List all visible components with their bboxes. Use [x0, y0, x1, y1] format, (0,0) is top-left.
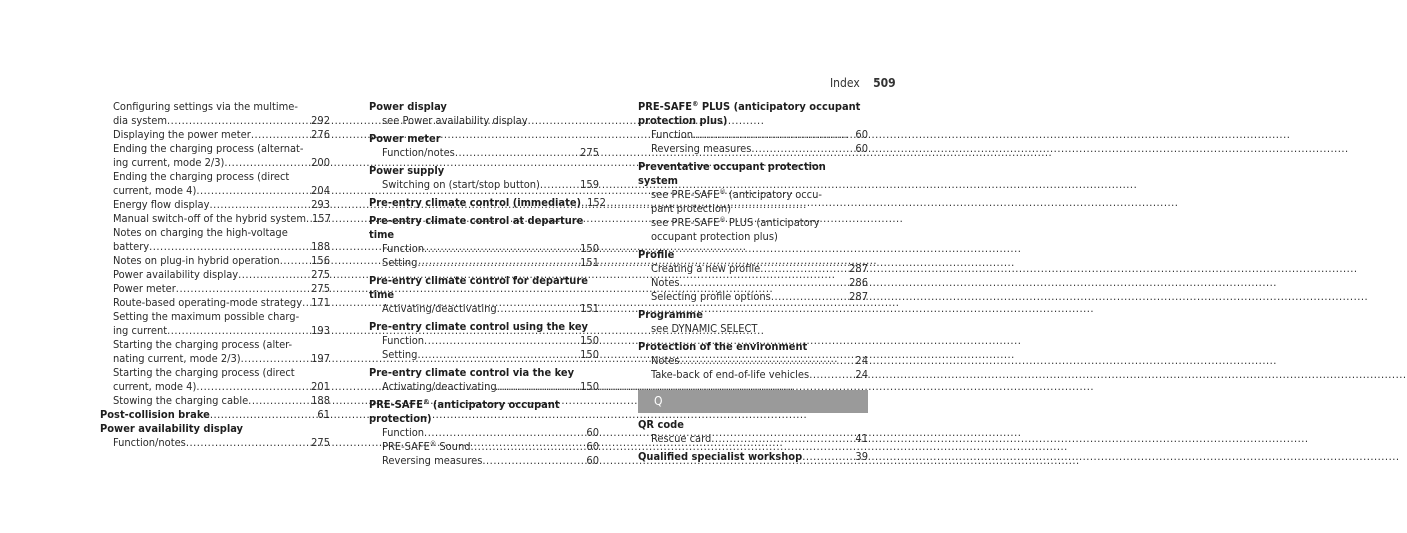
- index-see-reference: pant protection): [651, 202, 732, 215]
- page-ref[interactable]: 287: [849, 290, 868, 303]
- page-ref[interactable]: 200: [311, 156, 330, 169]
- page-ref[interactable]: 156: [311, 254, 330, 267]
- index-letter-heading: Q: [638, 390, 868, 413]
- index-subentry: Function ..... 150: [369, 242, 599, 256]
- index-subentry: current, mode 4) ..... 204: [100, 184, 330, 198]
- page-ref[interactable]: 152: [587, 196, 606, 209]
- page-ref[interactable]: 150: [580, 334, 599, 347]
- index-subentry: Activating/deactivating ..... 150: [369, 380, 599, 394]
- index-term-continuation: protection plus): [638, 114, 728, 127]
- index-term-pre-entry-via-key: Pre-entry climate control via the key: [369, 366, 575, 379]
- index-term-programme: Programme: [638, 308, 703, 321]
- index-subentry: Creating a new profile ..... 287: [638, 262, 868, 276]
- page-header: [830, 76, 896, 90]
- index-see-reference[interactable]: see PRE-SAFE® (anticipatory occu-: [651, 188, 822, 201]
- index-subentry: Power meter ..... 275: [100, 282, 330, 296]
- index-term-power-availability-display: Power availability display: [100, 422, 243, 435]
- index-term-pre-safe: PRE-SAFE® (anticipatory occupant protection): [369, 398, 560, 425]
- index-subentry: Stowing the charging cable ..... 188: [100, 394, 330, 408]
- index-see-reference[interactable]: see PRE-SAFE® PLUS (anticipatory: [651, 216, 820, 229]
- page-ref[interactable]: 287: [849, 262, 868, 275]
- index-see-reference[interactable]: see Power availability display: [382, 114, 528, 127]
- page-number: 509: [873, 76, 896, 90]
- index-subentry: PRE-SAFE® Sound ..... 60: [369, 440, 599, 454]
- index-subentry: Setting ..... 150: [369, 348, 599, 362]
- page-ref[interactable]: 275: [580, 146, 599, 159]
- page-ref[interactable]: 39: [855, 450, 868, 463]
- page-ref[interactable]: 204: [311, 184, 330, 197]
- index-term-power-display: Power display: [369, 100, 447, 113]
- page-ref[interactable]: 293: [311, 198, 330, 211]
- page-ref[interactable]: 151: [580, 256, 599, 269]
- page-ref[interactable]: 159: [580, 178, 599, 191]
- page-ref[interactable]: 60: [855, 128, 868, 141]
- index-subentry: Setting ..... 151: [369, 256, 599, 270]
- page-ref[interactable]: 24: [855, 354, 868, 367]
- index-term-qr-code: QR code: [638, 418, 684, 431]
- index-subentry: Activating/deactivating ..... 151: [369, 302, 599, 316]
- index-term-continuation: time: [369, 228, 395, 241]
- index-subentry: Switching on (start/stop button) ..... 159: [369, 178, 599, 192]
- index-term-post-collision-brake: Post-collision brake ..... 61: [100, 408, 330, 422]
- index-see-reference: occupant protection plus): [651, 230, 778, 243]
- index-see-reference[interactable]: see DYNAMIC SELECT: [651, 322, 758, 335]
- page-ref[interactable]: 60: [855, 142, 868, 155]
- page-ref[interactable]: 151: [580, 302, 599, 315]
- index-subentry: Function ..... 60: [369, 426, 599, 440]
- index-subentry: nating current, mode 2/3) ..... 197: [100, 352, 330, 366]
- index-term-preventative-occupant-protection: Preventative occupant protection system: [638, 160, 826, 187]
- index-subentry-line: Starting the charging process (alter-: [113, 338, 293, 351]
- page-ref[interactable]: 292: [311, 114, 330, 127]
- page-ref[interactable]: 275: [311, 282, 330, 295]
- index-term-qualified-specialist-workshop: Qualified specialist workshop ..... 39: [638, 450, 868, 464]
- page-ref[interactable]: 276: [311, 128, 330, 141]
- page-ref[interactable]: 157: [311, 212, 331, 225]
- index-term-power-supply: Power supply: [369, 164, 445, 177]
- index-subentry: Function ..... 60: [638, 128, 868, 142]
- page-ref[interactable]: 275: [311, 436, 330, 449]
- page-ref[interactable]: 150: [580, 242, 599, 255]
- page-ref[interactable]: 193: [311, 324, 330, 337]
- index-subentry-line: Configuring settings via the multime-: [113, 100, 298, 113]
- page-ref[interactable]: 60: [586, 454, 599, 467]
- index-column-1: [100, 100, 330, 450]
- page-ref[interactable]: 171: [311, 296, 330, 309]
- index-term-pre-entry-for-departure: Pre-entry climate control for departure: [369, 274, 588, 287]
- page-ref[interactable]: 60: [586, 426, 599, 439]
- page-ref[interactable]: 41: [855, 432, 868, 445]
- index-subentry: Manual switch-off of the hybrid system ..... 157: [100, 212, 330, 226]
- index-subentry: Reversing measures ..... 60: [369, 454, 599, 468]
- index-subentry: Rescue card ..... 41: [638, 432, 868, 446]
- index-subentry-line: Setting the maximum possible charg-: [113, 310, 300, 323]
- page-ref[interactable]: 197: [311, 352, 330, 365]
- index-subentry: Power availability display ..... 275: [100, 268, 330, 282]
- index-subentry: Function/notes ..... 275: [369, 146, 599, 160]
- page-ref[interactable]: 60: [586, 440, 599, 453]
- page-ref[interactable]: 188: [311, 240, 330, 253]
- index-subentry: battery ..... 188: [100, 240, 330, 254]
- index-subentry: Reversing measures ..... 60: [638, 142, 868, 156]
- index-subentry-line: Ending the charging process (alternat-: [113, 142, 304, 155]
- index-subentry: Function ..... 150: [369, 334, 599, 348]
- index-subentry: Displaying the power meter ..... 276: [100, 128, 330, 142]
- index-column-2: [369, 100, 606, 468]
- index-subentry: Route-based operating-mode strategy ..... 171: [100, 296, 330, 310]
- index-subentry: current, mode 4) ..... 201: [100, 380, 330, 394]
- index-column-3: [638, 100, 868, 464]
- index-subentry: Notes on plug-in hybrid operation ..... 156: [100, 254, 330, 268]
- index-subentry: Function/notes ..... 275: [100, 436, 330, 450]
- index-subentry-line: Notes on charging the high-voltage: [113, 226, 288, 239]
- page-ref[interactable]: 275: [311, 268, 330, 281]
- page-ref[interactable]: 150: [580, 380, 599, 393]
- index-term-pre-safe-plus: PRE-SAFE® PLUS (anticipatory occupant: [638, 100, 861, 113]
- index-term-pre-entry-immediate: Pre-entry climate control (immediate) ..... 152: [369, 196, 599, 210]
- index-subentry: Energy flow display ..... 293: [100, 198, 330, 212]
- index-subentry-line: Starting the charging process (direct: [113, 366, 295, 379]
- index-subentry: Selecting profile options ..... 287: [638, 290, 868, 304]
- index-subentry: dia system ..... 292: [100, 114, 330, 128]
- index-subentry: Take-back of end-of-life vehicles ..... 24: [638, 368, 868, 382]
- index-subentry: ing current ..... 193: [100, 324, 330, 338]
- page-ref[interactable]: 61: [317, 408, 330, 421]
- index-term-protection-of-environment: Protection of the environment: [638, 340, 808, 353]
- index-subentry: Notes ..... 24: [638, 354, 868, 368]
- page-ref[interactable]: 188: [311, 394, 330, 407]
- index-subentry-line: Ending the charging process (direct: [113, 170, 290, 183]
- index-term-continuation: time: [369, 288, 395, 301]
- index-subentry: Notes ..... 286: [638, 276, 868, 290]
- page-ref[interactable]: 286: [849, 276, 868, 289]
- index-term-pre-entry-at-departure: Pre-entry climate control at departure: [369, 214, 584, 227]
- page-ref[interactable]: 24: [855, 368, 868, 381]
- index-term-power-meter: Power meter: [369, 132, 441, 145]
- section-title: Index: [830, 76, 860, 90]
- index-subentry: ing current, mode 2/3) ..... 200: [100, 156, 330, 170]
- index-term-profile: Profile: [638, 248, 675, 261]
- page-ref[interactable]: 201: [311, 380, 330, 393]
- page-ref[interactable]: 150: [580, 348, 599, 361]
- index-term-pre-entry-using-key: Pre-entry climate control using the key: [369, 320, 588, 333]
